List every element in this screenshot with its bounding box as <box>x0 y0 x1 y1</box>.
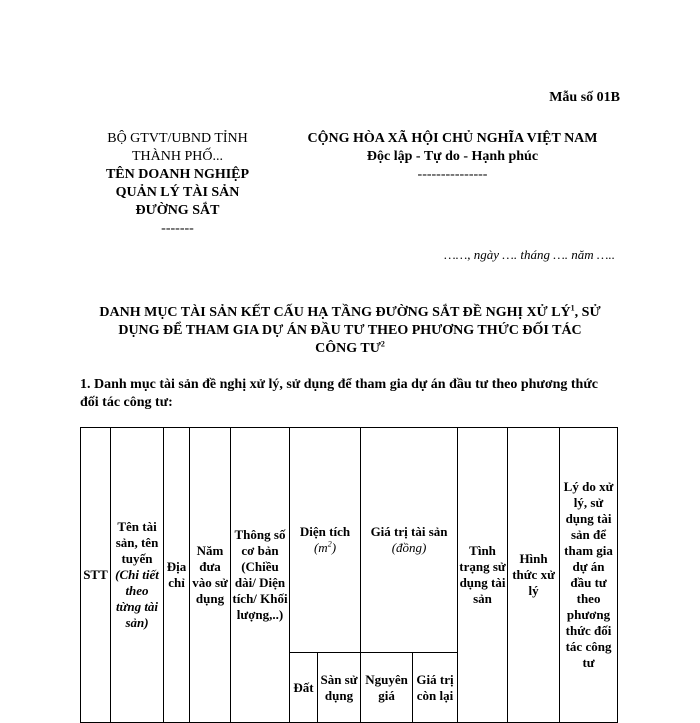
col-area-floor: Sàn sử dụng <box>318 653 361 723</box>
issuer-rule: ------- <box>161 221 194 236</box>
col-specs: Thông số cơ bản (Chiều dài/ Diện tích/ Khối lượng,..) <box>231 428 290 723</box>
national-motto: Độc lập - Tự do - Hạnh phúc <box>366 149 539 164</box>
issuer-city: THÀNH PHỐ... <box>132 149 223 164</box>
col-handling-form: Hình thức xử lý <box>508 428 560 723</box>
col-usage-status: Tình trạng sử dụng tài sản <box>458 428 508 723</box>
issuer-header <box>90 130 265 238</box>
title-line-2: DỤNG ĐỂ THAM GIA DỰ ÁN ĐẦU TƯ THEO PHƯƠNG THỨC ĐỐI TÁC <box>118 323 582 338</box>
national-rule: --------------- <box>417 167 488 182</box>
issuer-company-1: TÊN DOANH NGHIỆP <box>105 167 250 182</box>
title-line-3: CÔNG $TƯ^2$ <box>315 339 385 356</box>
document-title <box>80 304 620 358</box>
asset-table <box>80 427 618 723</box>
col-address: Địa chỉ <box>164 428 190 723</box>
section-1-heading: 1. Danh mục tài sản đề nghị xử lý, sử dụng để tham gia dự án đầu tư theo phương thức đối tác công tư: <box>80 377 598 410</box>
title-line-1: DANH MỤC TÀI SẢN KẾT CẤU HẠ TẦNG ĐƯỜNG SẮT ĐỀ NGHỊ XỬ $LÝ^1$, SỬ <box>99 303 601 320</box>
col-asset-name-note: (Chi tiết theo từng tài sản) <box>115 567 159 630</box>
footnote-2: 2 <box>380 339 385 349</box>
footnote-1: 1 <box>570 303 575 313</box>
col-reason: Lý do xử lý, sử dụng tài sản để tham gia dự án đầu tư theo phương thức đối tác công tư <box>560 428 618 723</box>
col-year-in-use: Năm đưa vào sử dụng <box>190 428 231 723</box>
col-residual-value: Giá trị còn lại <box>413 653 458 723</box>
col-area-land: Đất <box>290 653 318 723</box>
col-area: Diện tích $(m^2)$ <box>290 428 361 653</box>
col-asset-name: Tên tài sản, tên tuyến (Chi tiết theo từng tài sản) <box>111 428 164 723</box>
col-original-cost: Nguyên giá <box>361 653 413 723</box>
col-stt: STT <box>81 428 111 723</box>
issuer-ministry: BỘ GTVT/UBND TỈNH <box>107 131 248 146</box>
issuer-company-2: QUẢN LÝ TÀI SẢN <box>115 185 240 200</box>
issuer-company-3: ĐƯỜNG SẮT <box>135 203 220 218</box>
national-name: CỘNG HÒA XÃ HỘI CHỦ NGHĨA VIỆT NAM <box>307 131 598 146</box>
national-header <box>285 130 620 184</box>
form-code: Mẫu số 01B <box>549 90 620 105</box>
date-line: ……, ngày …. tháng …. năm ….. <box>444 247 615 262</box>
col-asset-value: Giá trị tài sản (đồng) <box>361 428 458 653</box>
